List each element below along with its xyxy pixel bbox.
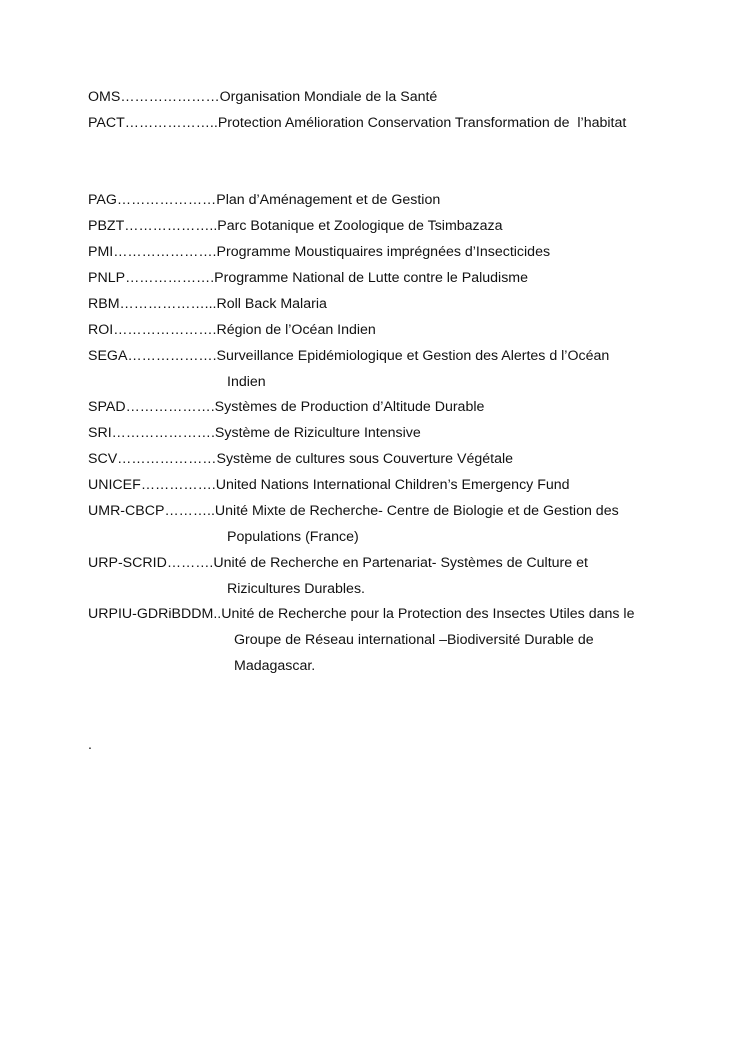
- entry-sega: [88, 347, 609, 365]
- leader-dots: ………………...: [119, 296, 217, 312]
- abbreviation: PBZT: [88, 218, 125, 234]
- abbreviation: OMS: [88, 89, 121, 105]
- abbreviation: URP-SCRID: [88, 555, 167, 571]
- entry-pag: [88, 191, 440, 209]
- abbreviation: PACT: [88, 115, 125, 131]
- leader-dots: ………………….: [111, 425, 215, 441]
- definition: Parc Botanique et Zoologique de Tsimbazaza: [217, 218, 503, 234]
- abbreviation: PNLP: [88, 270, 126, 286]
- entry-spad: [88, 398, 484, 416]
- definition: Région de l’Océan Indien: [216, 322, 376, 338]
- entry-sri: [88, 424, 421, 442]
- entry-rbm: [88, 295, 327, 313]
- definition: Organisation Mondiale de la Santé: [219, 89, 438, 105]
- abbreviation: UNICEF: [88, 477, 141, 493]
- entry-scv: [88, 450, 513, 468]
- abbreviation: SCV: [88, 451, 118, 467]
- abbreviation: PAG: [88, 192, 117, 208]
- trailing-period: .: [88, 737, 92, 753]
- definition: Programme National de Lutte contre le Paludisme: [214, 270, 529, 286]
- definition: Roll Back Malaria: [216, 296, 327, 312]
- definition: Système de cultures sous Couverture Végétale: [216, 451, 514, 467]
- entry-oms: [88, 88, 437, 106]
- leader-dots: …………………: [116, 192, 217, 208]
- entry-pnlp: [88, 269, 528, 287]
- abbreviation: PMI: [88, 244, 114, 260]
- leader-dots: ………………….: [113, 244, 217, 260]
- abbreviation: SEGA: [88, 348, 128, 364]
- leader-dots: ………..: [164, 503, 215, 519]
- definition: Protection Amélioration Conservation Transformation de l’habitat: [217, 115, 627, 131]
- definition-continuation: Groupe de Réseau international –Biodiversité Durable de: [234, 632, 594, 648]
- entry-urp-scrid: [88, 554, 588, 572]
- definition: Unité de Recherche en Partenariat- Systèmes de Culture et: [213, 555, 588, 571]
- entry-roi: [88, 321, 376, 339]
- definition: Unité Mixte de Recherche- Centre de Biologie et de Gestion des: [214, 503, 619, 519]
- entry-urpiu-gdribddm: [88, 605, 634, 623]
- definition: Systèmes de Production d’Altitude Durable: [214, 399, 485, 415]
- entry-pmi: [88, 243, 550, 261]
- definition: Programme Moustiquaires imprégnées d’Insecticides: [216, 244, 551, 260]
- abbreviation: SPAD: [88, 399, 126, 415]
- leader-dots: ………………….: [113, 322, 217, 338]
- abbreviation: ROI: [88, 322, 114, 338]
- leader-dots: ……………….: [125, 399, 215, 415]
- leader-dots: ..: [213, 606, 222, 622]
- leader-dots: ………………..: [124, 218, 218, 234]
- definition: Unité de Recherche pour la Protection des Insectes Utiles dans le: [221, 606, 635, 622]
- definition: Plan d’Aménagement et de Gestion: [216, 192, 441, 208]
- abbreviation: SRI: [88, 425, 112, 441]
- leader-dots: …………….: [140, 477, 216, 493]
- leader-dots: ………………..: [124, 115, 218, 131]
- abbreviation: RBM: [88, 296, 120, 312]
- definition-continuation: Rizicultures Durables.: [227, 581, 365, 597]
- leader-dots: …………………: [120, 89, 220, 105]
- leader-dots: ……………….: [125, 270, 215, 286]
- leader-dots: …………………: [117, 451, 217, 467]
- definition: Surveillance Epidémiologique et Gestion des Alertes d l’Océan: [216, 348, 610, 364]
- leader-dots: ……………….: [127, 348, 217, 364]
- definition-continuation: Populations (France): [227, 529, 359, 545]
- entry-unicef: [88, 476, 570, 494]
- definition-continuation: Madagascar.: [234, 658, 316, 674]
- definition: United Nations International Children’s Emergency Fund: [215, 477, 570, 493]
- definition: Système de Riziculture Intensive: [214, 425, 421, 441]
- abbreviation: URPIU-GDRiBDDM: [88, 606, 214, 622]
- leader-dots: ……….: [166, 555, 214, 571]
- entry-pact: [88, 114, 626, 132]
- abbreviation: UMR-CBCP: [88, 503, 165, 519]
- definition-continuation: Indien: [227, 374, 266, 390]
- entry-pbzt: [88, 217, 503, 235]
- entry-umr-cbcp: [88, 502, 619, 520]
